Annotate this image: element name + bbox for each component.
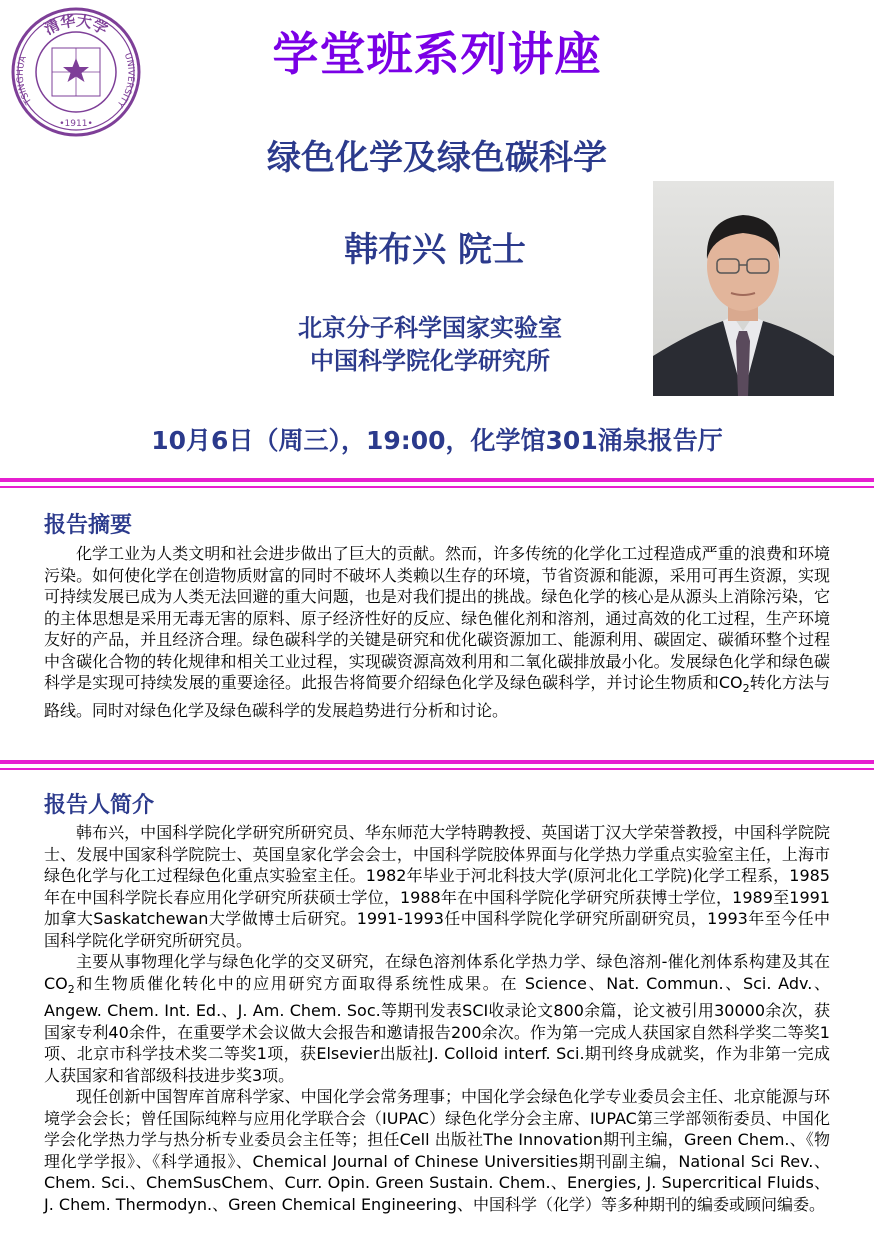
- speaker-name: 韩布兴 院士: [344, 230, 526, 270]
- abstract-body: [44, 543, 830, 721]
- speaker-affiliation-lab: 北京分子科学国家实验室: [298, 314, 562, 342]
- section-divider: [0, 760, 874, 770]
- abstract-paragraph: 化学工业为人类文明和社会进步做出了巨大的贡献。然而，许多传统的化学化工过程造成严重的浪费和环境污染。如何使化学在创造物质财富的同时不破坏人类赖以生存的环境，节省资源和能源，采用可再生资源，实现可持续发展已成为人类无法回避的重大问题，也是对我们提出的挑战。绿色化学的核心是从源头上消除污染，它的主体思想是采用无毒无害的原料、原子经济性好的反应、绿色催化剂和溶剂，通过高效的化工过程，生产环境友好的产品，并且经济合理。绿色碳科学的关键是研究和优化碳资源加工、能源利用、碳固定、碳循环整个过程中含碳化合物的转化规律和相关工业过程，实现碳资源高效利用和二氧化碳排放最小化。发展绿色化学和绿色碳科学是实现可持续发展的重要途径。此报告将简要介绍绿色化学及绿色碳科学，并讨论生物质和$CO_2$转化方法与路线。同时对绿色化学及绿色碳科学的发展趋势进行分析和讨论。: [44, 544, 830, 720]
- svg-text:•1911•: •1911•: [59, 119, 93, 129]
- bio-heading: 报告人简介: [44, 793, 155, 818]
- speaker-photo: [653, 181, 834, 396]
- lecture-title: 绿色化学及绿色碳科学: [267, 138, 607, 178]
- abstract-heading: 报告摘要: [44, 513, 133, 538]
- speaker-affiliation-institute: 中国科学院化学研究所: [310, 347, 550, 375]
- bio-paragraph-2: 主要从事物理化学与绿色化学的交叉研究，在绿色溶剂体系化学热力学、绿色溶剂-催化剂体系构建及其在$CO_2$和生物质催化转化中的应用研究方面取得系统性成果。在 Science、Nat. Commun.、Sci. Adv.、Angew. Chem. Int. Ed.、J. Am. Chem. Soc.等期刊发表SCI收录论文800余篇，论文被引用30000余次，获国家专利40余件，在重要学术会议做大会报告和邀请报告200余次。作为第一完成人获国家自然科学奖二等奖1项、北京市科学技术奖二等奖1项，获Elsevier出版社J. Colloid interf. Sci.期刊终身成就奖，作为非第一完成人获国家和省部级科技进步奖3项。: [44, 952, 830, 1085]
- svg-text:清华大学: 清华大学: [41, 11, 111, 39]
- series-title: 学堂班系列讲座: [272, 27, 602, 81]
- bio-body: [44, 822, 830, 1215]
- event-date-time-venue: 10月6日（周三），19:00，化学馆301涌泉报告厅: [151, 426, 723, 455]
- svg-text:UNIVERSITY: UNIVERSITY: [114, 51, 136, 109]
- svg-text:TSINGHUA: TSINGHUA: [15, 54, 35, 106]
- bio-paragraph-3: 现任创新中国智库首席科学家、中国化学会常务理事；中国化学会绿色化学专业委员会主任、北京能源与环境学会会长；曾任国际纯粹与应用化学联合会（IUPAC）绿色化学分会主席、IUPAC第三学部领衔委员、中国化学会化学热力学与热分析专业委员会主任等；担任Cell 出版社The Innovation期刊主编，Green Chem.、《物理化学学报》、《科学通报》、Chemical Journal of Chinese Universities期刊副主编，National Sci Rev.、Chem. Sci.、ChemSusChem、Curr. Opin. Green Sustain. Chem.、Energies, J. Supercritical Fluids、J. Chem. Thermodyn.、Green Chemical Engineering、中国科学（化学）等多种期刊的编委或顾问编委。: [44, 1087, 830, 1214]
- section-divider: [0, 478, 874, 488]
- bio-paragraph-1: 韩布兴，中国科学院化学研究所研究员、华东师范大学特聘教授、英国诺丁汉大学荣誉教授，中国科学院院士、发展中国家科学院院士、英国皇家化学会会士，中国科学院胶体界面与化学热力学重点实验室主任，上海市绿色化学与化工过程绿色化重点实验室主任。1982年毕业于河北科技大学(原河北化工学院)化学工程系，1985年在中国科学院长春应用化学研究所获硕士学位，1988年在中国科学院化学研究所获博士学位，1989至1991加拿大Saskatchewan大学做博士后研究。1991-1993任中国科学院化学研究所副研究员，1993年至今任中国科学院化学研究所研究员。: [44, 823, 830, 950]
